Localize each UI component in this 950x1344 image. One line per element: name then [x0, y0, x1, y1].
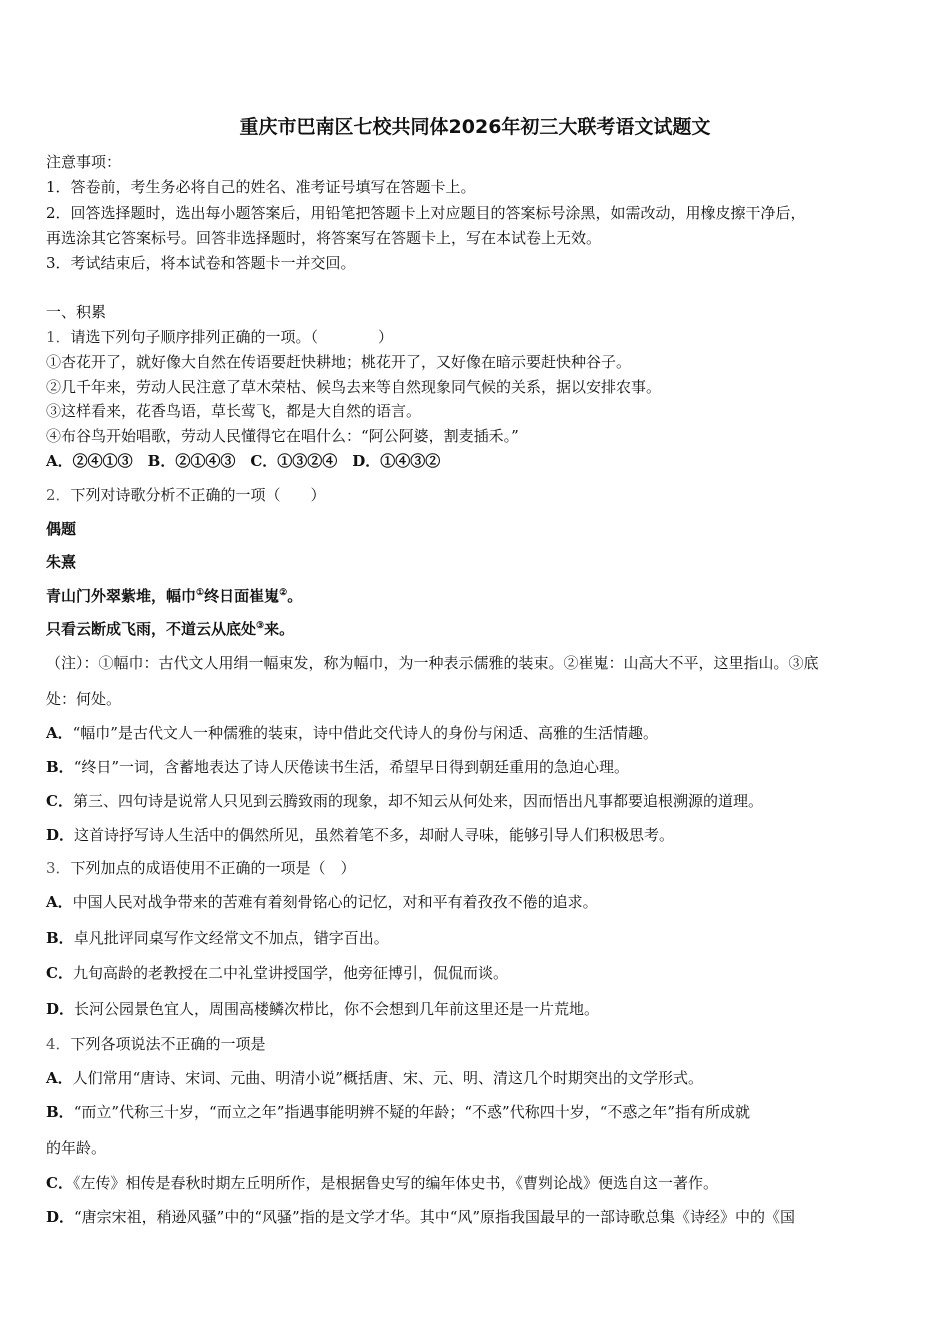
q2-stem-text: 下列对诗歌分析不正确的一项（ ） [70, 486, 326, 504]
q2-number: 2． [46, 486, 71, 504]
q4-option-b-label: B． [46, 1103, 74, 1121]
q1-sentence-1: ①杏花开了，就好像大自然在传语要赶快耕地；桃花开了，又好像在暗示要赶快种谷子。 [46, 353, 632, 371]
q2-option-a [46, 723, 658, 743]
q4-option-d [46, 1207, 795, 1227]
q1-sentence-3: ③这样看来，花香鸟语，草长莺飞，都是大自然的语言。 [46, 402, 422, 420]
q4-option-d-text: “唐宗宋祖，稍逊风骚”中的“风骚”指的是文学才华。其中“风”原指我国最早的一部诗歌总集《诗经》中的《国 [74, 1208, 796, 1226]
q3-option-b-text: 卓凡批评同桌写作文经常文不加点，错字百出。 [73, 929, 389, 947]
q2-option-a-text: “幅巾”是古代文人一种儒雅的装束，诗中借此交代诗人的身份与闲适、高雅的生活情趣。 [72, 724, 658, 742]
q3-option-a-label: A． [46, 893, 73, 911]
poem-line-2-a: 只看云断成飞雨，不道云从底处 [46, 620, 257, 638]
notice-heading: 注意事项： [46, 153, 122, 171]
q4-option-a-label: A． [46, 1069, 73, 1087]
poem-line-1-a: 青山门外翠紫堆，幅巾 [46, 587, 197, 605]
q3-option-b-label: B． [46, 929, 74, 947]
q2-option-d-text: 这首诗抒写诗人生活中的偶然所见，虽然着笔不多，却耐人寻味，能够引导人们积极思考。 [74, 826, 675, 844]
q2-option-d-label: D． [46, 826, 75, 844]
footnote-mark-1: ① [196, 588, 205, 598]
q3-number: 3． [46, 859, 71, 877]
q1-number: 1． [46, 328, 71, 346]
q4-option-c-label: C． [46, 1174, 73, 1192]
q4-option-b-cont: 的年龄。 [46, 1139, 107, 1157]
q4-stem [46, 1034, 266, 1054]
poem-line-2 [46, 619, 294, 639]
q4-stem-text: 下列各项说法不正确的一项是 [70, 1035, 266, 1053]
q4-option-d-label: D． [46, 1208, 75, 1226]
q1-sentence-2: ②几千年来，劳动人民注意了草木荣枯、候鸟去来等自然现象同气候的关系，据以安排农事。 [46, 378, 662, 396]
q3-option-d-label: D． [46, 1000, 75, 1018]
footnote-mark-2: ② [279, 588, 288, 598]
poem-note-a: （注）：①幅巾：古代文人用绢一幅束发，称为幅巾，为一种表示儒雅的装束。②崔嵬：山高大不平，这里指山。③底 [46, 654, 819, 672]
q4-number: 4． [46, 1035, 71, 1053]
q3-option-b [46, 928, 389, 948]
q2-option-d [46, 825, 674, 845]
notice-item-2b: 再选涂其它答案标号。回答非选择题时，将答案写在答题卡上，写在本试卷上无效。 [46, 229, 602, 247]
q3-option-a-text: 中国人民对战争带来的苦难有着刻骨铭心的记忆，对和平有着孜孜不倦的追求。 [72, 893, 598, 911]
q4-option-a [46, 1068, 703, 1088]
page-title: 重庆市巴南区七校共同体2026年初三大联考语文试题文 [239, 116, 711, 138]
q3-option-c [46, 963, 508, 983]
poem-line-2-b: 来。 [264, 620, 295, 638]
poem-note-b: 处：何处。 [46, 690, 122, 708]
poem-title: 偶题 [46, 520, 77, 538]
poem-line-1-c: 。 [287, 587, 303, 605]
q2-option-c-label: C． [46, 792, 73, 810]
section-heading: 一、积累 [46, 303, 107, 321]
q2-option-b-text: “终日”一词，含蓄地表达了诗人厌倦读书生活，希望早日得到朝廷重用的急迫心理。 [73, 758, 630, 776]
q3-option-c-text: 九旬高龄的老教授在二中礼堂讲授国学，他旁征博引，侃侃而谈。 [72, 964, 508, 982]
q4-option-c-text: 《左传》相传是春秋时期左丘明所作，是根据鲁史写的编年体史书，《曹刿论战》便选自这一著作。 [72, 1174, 718, 1192]
q2-stem [46, 485, 326, 505]
q3-stem [46, 858, 356, 878]
q3-option-d-text: 长河公园景色宜人，周围高楼鳞次栉比，你不会想到几年前这里还是一片荒地。 [74, 1000, 600, 1018]
notice-item-2a: 2．回答选择题时，选出每小题答案后，用铅笔把答题卡上对应题目的答案标号涂黑，如需改动，用橡皮擦干净后， [46, 204, 806, 222]
q3-option-d [46, 999, 599, 1019]
poem-line-1 [46, 586, 302, 606]
q2-option-b [46, 757, 629, 777]
q1-stem [46, 327, 393, 347]
notice-item-1: 1．答卷前，考生务必将自己的姓名、准考证号填写在答题卡上。 [46, 178, 476, 196]
q4-option-b [46, 1102, 750, 1122]
q1-stem-text: 请选下列句子顺序排列正确的一项。（ ） [70, 328, 394, 346]
q2-option-b-label: B． [46, 758, 74, 776]
q2-option-c [46, 791, 763, 811]
q2-option-c-text: 第三、四句诗是说常人只见到云腾致雨的现象，却不知云从何处来，因而悟出凡事都要追根溯源的道理。 [72, 792, 763, 810]
q1-sentence-4: ④布谷鸟开始唱歌，劳动人民懂得它在唱什么：“阿公阿婆，割麦插禾。” [46, 427, 519, 445]
q4-option-b-text: “而立”代称三十岁，“而立之年”指遇事能明辨不疑的年龄；“不惑”代称四十岁，“不惑之年”指有所成就 [73, 1103, 751, 1121]
q4-option-c [46, 1173, 718, 1193]
q3-option-a [46, 892, 598, 912]
q3-stem-text: 下列加点的成语使用不正确的一项是（ ） [70, 859, 356, 877]
poem-author: 朱熹 [46, 553, 77, 571]
q1-options: A．②④①③ B．②①④③ C．①③②④ D．①④③② [46, 452, 441, 470]
q2-option-a-label: A． [46, 724, 73, 742]
footnote-mark-3: ③ [256, 621, 265, 631]
notice-item-3: 3．考试结束后，将本试卷和答题卡一并交回。 [46, 254, 356, 272]
q3-option-c-label: C． [46, 964, 73, 982]
poem-line-1-b: 终日面崔嵬 [204, 587, 280, 605]
q4-option-a-text: 人们常用“唐诗、宋词、元曲、明清小说”概括唐、宋、元、明、清这几个时期突出的文学形式。 [72, 1069, 703, 1087]
